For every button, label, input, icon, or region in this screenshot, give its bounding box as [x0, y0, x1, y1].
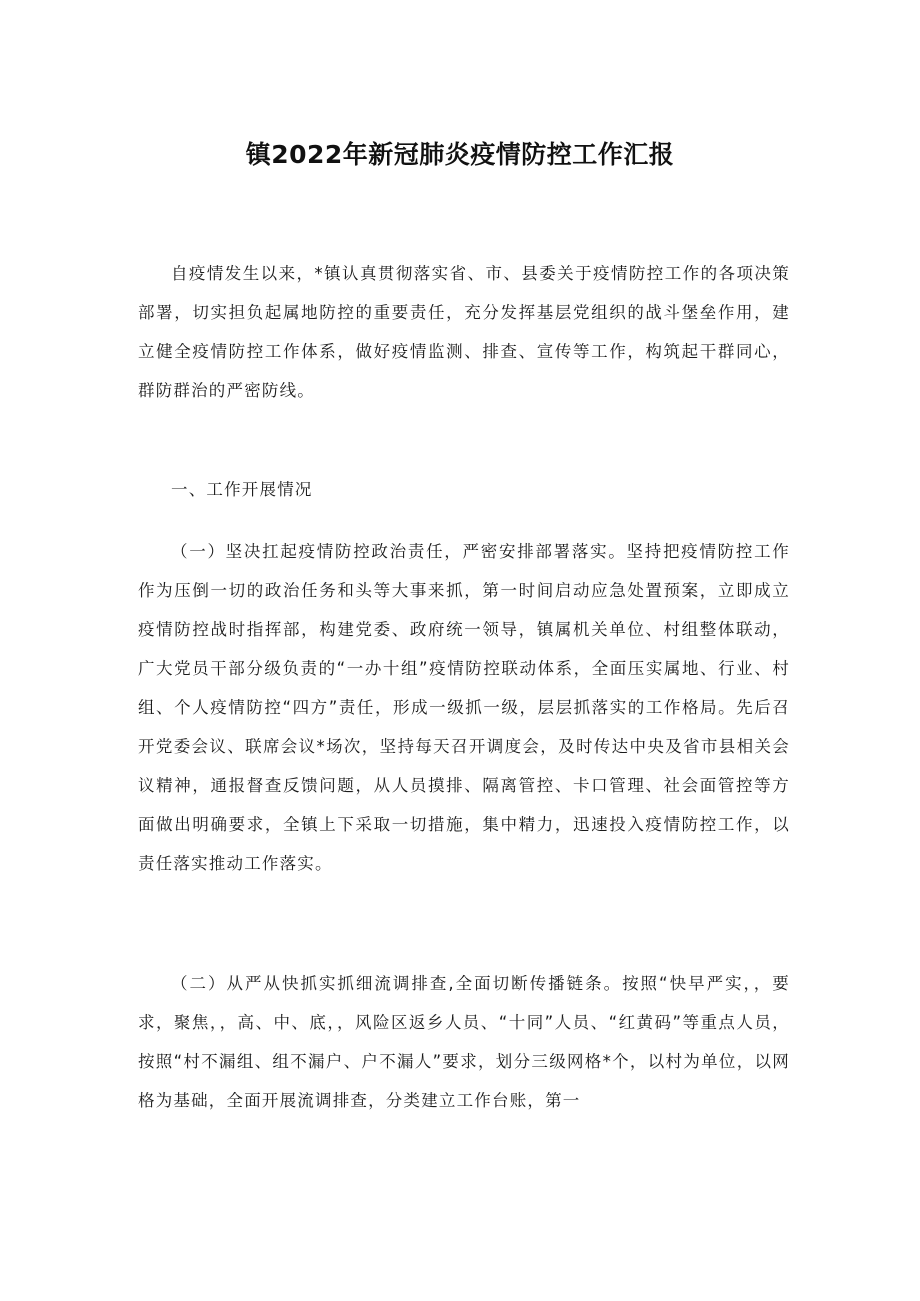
section-heading-work-progress: 一、工作开展情况	[171, 480, 313, 499]
paragraph-item-1: （一）坚决扛起疫情防控政治责任，严密安排部署落实。坚持把疫情防控工作作为压倒一切的政治任务和头等大事来抓，第一时间启动应急处置预案，立即成立疫情防控战时指挥部，构建党委、政府统一领导，镇属机关单位、村组整体联动，广大党员干部分级负责的“一办十组”疫情防控联动体系，全面压实属地、行业、村组、个人疫情防控“四方”责任，形成一级抓一级，层层抓落实的工作格局。先后召开党委会议、联席会议*场次，坚持每天召开调度会，及时传达中央及省市县相关会议精神，通报督查反馈问题，从人员摸排、隔离管控、卡口管理、社会面管控等方面做出明确要求，全镇上下采取一切措施，集中精力，迅速投入疫情防控工作，以责任落实推动工作落实。	[138, 542, 790, 873]
intro-paragraph: 自疫情发生以来，*镇认真贯彻落实省、市、县委关于疫情防控工作的各项决策部署，切实担负起属地防控的重要责任，充分发挥基层党组织的战斗堡垒作用，建立健全疫情防控工作体系，做好疫情监测、排查、宣传等工作，构筑起干群同心，群防群治的严密防线。	[138, 264, 790, 400]
document-title: 镇2022年新冠肺炎疫情防控工作汇报	[245, 139, 675, 169]
paragraph-item-2: （二）从严从快抓实抓细流调排查,全面切断传播链条。按照“快早严实，，要求，聚焦，，高、中、底，，风险区返乡人员、“十同”人员、“红黄码”等重点人员，按照“村不漏组、组不漏户、户不漏人”要求，划分三级网格*个，以村为单位，以网格为基础，全面开展流调排查，分类建立工作台账，第一	[138, 974, 790, 1110]
